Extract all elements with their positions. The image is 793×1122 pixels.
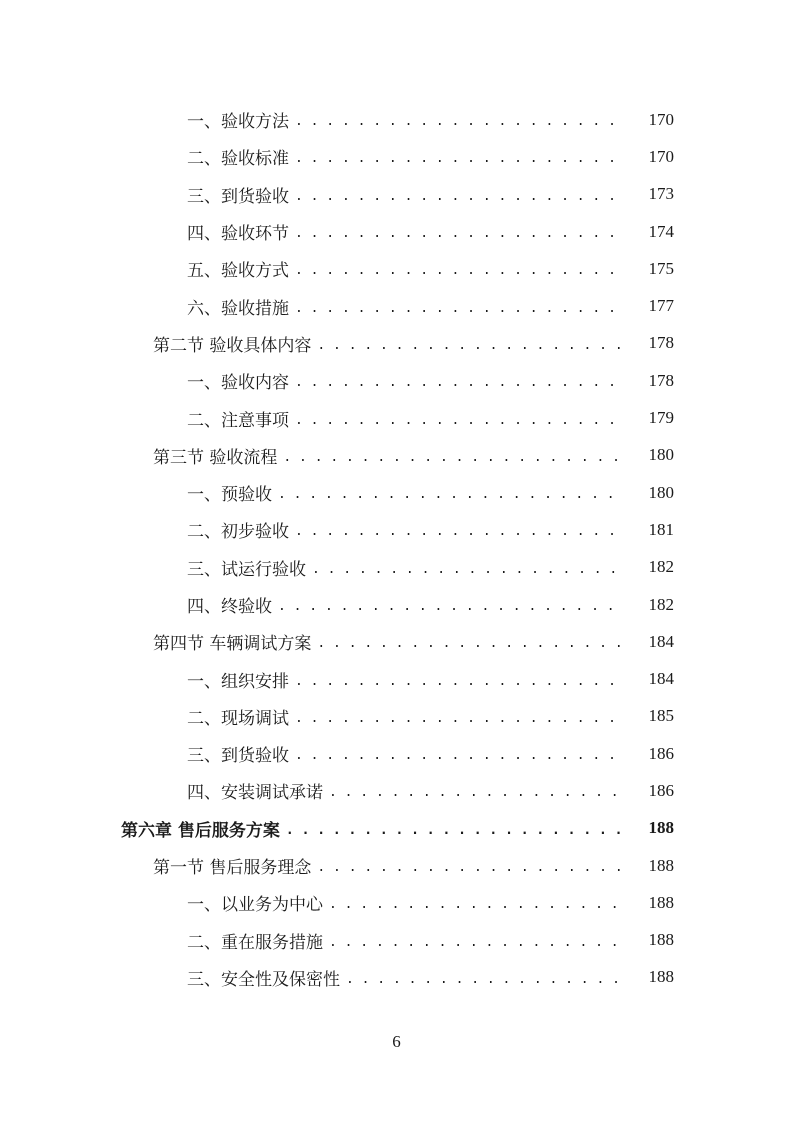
toc-entry-page: 178: [648, 370, 674, 390]
toc-dot-leader: [295, 749, 622, 762]
toc-section-entry[interactable]: [0, 325, 793, 362]
toc-dot-leader: [295, 525, 622, 538]
toc-entry-title: 二、初步验收: [187, 522, 289, 543]
toc-dot-leader: [295, 414, 622, 427]
toc-dot-leader: [317, 637, 622, 650]
toc-entry[interactable]: [0, 213, 793, 250]
toc-entry-page: 180: [648, 445, 674, 465]
toc-entry-page: 178: [648, 333, 674, 353]
toc-dot-leader: [346, 973, 622, 986]
toc-entry-title: 四、安装调试承诺: [187, 783, 323, 804]
toc-dot-leader: [295, 227, 622, 240]
toc-entry-page: 184: [648, 669, 674, 689]
toc-entry-title: 一、验收内容: [187, 373, 289, 394]
toc-entry-title: 二、现场调试: [187, 708, 289, 729]
toc-entry-title: 四、终验收: [187, 597, 272, 617]
toc-dot-leader: [317, 861, 622, 874]
toc-entry-title: 一、预验收: [187, 485, 272, 506]
toc-entry-page: 182: [648, 557, 674, 577]
toc-dot-leader: [329, 898, 622, 911]
toc-entry-page: 170: [648, 146, 674, 166]
toc-entry-page: 186: [648, 780, 674, 800]
toc-dot-leader: [295, 190, 622, 203]
page-number: 6: [392, 1032, 401, 1051]
toc-entry-title: 第三节 验收流程: [153, 447, 278, 468]
toc-dot-leader: [278, 488, 622, 501]
toc-entry-page: 185: [648, 706, 674, 726]
toc-entry-page: 170: [648, 109, 674, 129]
toc-dot-leader: [295, 675, 622, 688]
toc-entry-page: 186: [648, 743, 674, 763]
toc-entry-title: 三、到货验收: [187, 186, 289, 207]
toc-entry[interactable]: [0, 549, 793, 586]
toc-entry[interactable]: [0, 250, 793, 287]
toc-entry-page: 188: [648, 930, 674, 950]
toc-entry[interactable]: [0, 399, 793, 436]
toc-entry-title: 三、到货验收: [187, 746, 289, 767]
toc-entry-title: 二、重在服务措施: [187, 932, 323, 953]
toc-entry-page: 173: [648, 184, 674, 204]
toc-section-entry[interactable]: [0, 623, 793, 660]
toc-entry-title: 一、验收方法: [187, 112, 289, 133]
toc-entry[interactable]: [0, 287, 793, 324]
toc-entry[interactable]: [0, 660, 793, 697]
toc-entry[interactable]: [0, 772, 793, 809]
toc-dot-leader: [329, 786, 622, 799]
toc-dot-leader: [286, 824, 622, 837]
toc-dot-leader: [317, 339, 622, 352]
toc-dot-leader: [295, 115, 622, 128]
toc-dot-leader: [295, 712, 622, 725]
toc-entry-page: 184: [648, 631, 674, 651]
toc-entry-title: 一、组织安排: [187, 671, 289, 692]
toc-dot-leader: [329, 936, 622, 949]
toc-entry-title: 四、验收环节: [187, 224, 289, 245]
toc-entry[interactable]: [0, 735, 793, 772]
toc-entry-title: 第六章 售后服务方案: [121, 820, 280, 841]
toc-entry[interactable]: [0, 884, 793, 921]
toc-entry-page: 188: [648, 892, 674, 912]
toc-entry-page: 174: [648, 221, 674, 241]
toc-entry[interactable]: [0, 474, 793, 511]
toc-entry[interactable]: [0, 138, 793, 175]
toc-entry-page: 180: [648, 482, 674, 502]
toc-section-entry[interactable]: [0, 437, 793, 474]
toc-entry-title: 二、验收标准: [187, 149, 289, 170]
toc-entry[interactable]: [0, 959, 793, 996]
toc-entry-title: 六、验收措施: [187, 298, 289, 319]
toc-entry-title: 三、安全性及保密性: [187, 969, 340, 990]
toc-entry-title: 一、以业务为中心: [187, 895, 323, 916]
toc-entry-page: 188: [648, 818, 674, 838]
toc-entry-page: 177: [648, 296, 674, 316]
toc-entry-title: 五、验收方式: [187, 261, 289, 282]
toc-entry-page: 188: [648, 855, 674, 875]
toc-dot-leader: [295, 302, 622, 315]
toc-entry-title: 第四节 车辆调试方案: [153, 634, 312, 655]
toc-chapter-entry[interactable]: [0, 810, 793, 847]
toc-section-entry[interactable]: [0, 847, 793, 884]
toc-entry-title: 二、注意事项: [187, 410, 289, 431]
toc-entry-page: 182: [648, 594, 674, 614]
toc-entry[interactable]: [0, 176, 793, 213]
toc-entry[interactable]: [0, 511, 793, 548]
toc-entry[interactable]: [0, 586, 793, 623]
toc-entry[interactable]: [0, 362, 793, 399]
toc-entry[interactable]: [0, 101, 793, 138]
toc-entry-page: 181: [648, 519, 674, 539]
toc-entry-title: 第二节 验收具体内容: [153, 335, 312, 356]
toc-dot-leader: [278, 600, 622, 613]
toc-entry-title: 三、试运行验收: [187, 559, 306, 580]
toc-dot-leader: [295, 376, 622, 389]
toc-dot-leader: [283, 451, 622, 464]
toc-entry-page: 188: [648, 967, 674, 987]
toc-entry-page: 175: [648, 258, 674, 278]
table-of-contents: [0, 101, 793, 996]
toc-dot-leader: [295, 152, 622, 165]
toc-dot-leader: [312, 563, 622, 576]
toc-dot-leader: [295, 264, 622, 277]
toc-entry[interactable]: [0, 698, 793, 735]
toc-entry-page: 179: [648, 408, 674, 428]
toc-entry[interactable]: [0, 922, 793, 959]
toc-entry-title: 第一节 售后服务理念: [153, 858, 312, 879]
